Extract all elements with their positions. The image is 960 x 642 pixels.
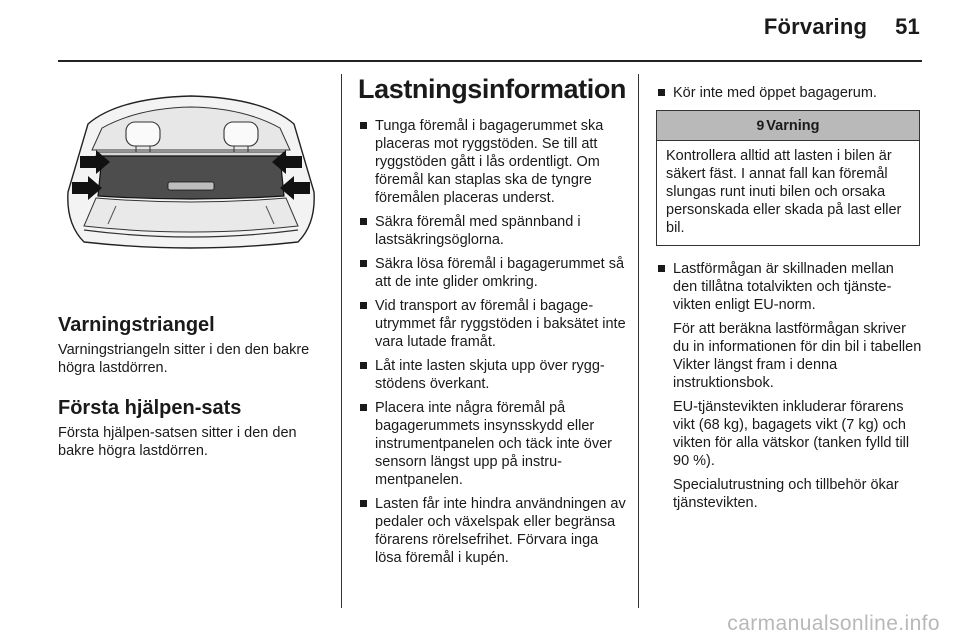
list-item: Kör inte med öppet bagagerum. [656,84,922,102]
header-rule [58,60,922,62]
page-header [764,14,920,40]
right-column [656,84,922,518]
capacity-paragraph: Specialutrustning och tillbehör ökar tjänstevikten. [673,477,899,511]
watermark: carmanualsonline.info [727,612,940,635]
top-bullets [656,84,922,102]
first-aid-heading: Första hjälpen-sats [58,397,242,419]
middle-column [358,74,626,573]
list-item: Lastförmågan är skillnaden mellan den tillåtna totalvikten och tjänstevikten enligt EU-norm. [656,260,922,314]
triangle-text: Varningstriangeln sitter i den den bakre högra lastdörren. [58,342,310,376]
list-item: Tunga föremål i bagagerummet ska placeras mot ryggstöden. Se till att ryggstöden gått i lås ordentligt. Om föremål kan staplas ska de tyngre föremålen placeras underst. [358,117,626,207]
list-item: Låt inte lasten skjuta upp över ryggstödens överkant. [358,357,626,393]
column-divider-right [638,74,639,608]
warning-triangle-icon: 9 [756,117,765,133]
list-item: Säkra lösa föremål i bagagerummet så att de inte glider omkring. [358,255,626,291]
list-item: Lasten får inte hindra användningen av pedaler och växelspak eller begränsa förarens rörelsefrihet. Förvara inga lösa föremål i kupén. [358,495,626,567]
triangle-heading: Varningstriangel [58,314,215,336]
list-item: Säkra föremål med spännband i lastsäkringsöglorna. [358,213,626,249]
list-item: Placera inte några föremål på bagagerummets insynsskydd eller instrumentpanelen och täck inte över sensorn längst upp på instrumentpanelen. [358,399,626,489]
column-divider-left [341,74,342,608]
capacity-paragraph: För att beräkna lastförmågan skriver du in informationen för din bil i tabellen Vikter längst fram i denna instruktionsbok. [673,321,922,391]
cargo-cover-arrows-icon [58,92,324,252]
page-number: 51 [895,14,920,39]
left-column [58,314,330,460]
capacity-bullets [656,260,922,314]
first-aid-text: Första hjälpen-satsen sitter i den den bakre högra lastdörren. [58,425,297,459]
capacity-paragraph: EU-tjänstevikten inkluderar förarens vikt (68 kg), bagagets vikt (7 kg) och vikten för alla vätskor (tanken fylld till 90 %). [673,399,910,469]
warning-title: Varning [766,118,820,134]
loading-info-heading: Lastningsinformation [358,74,626,104]
section-title: Förvaring [763,14,868,39]
warning-text: Kontrollera alltid att lasten i bilen är säkert fäst. I annat fall kan föremål slungas runt inuti bilen och orsaka personskada eller skada på last eller bil. [666,148,902,236]
loading-bullets [358,117,626,567]
list-item: Vid transport av föremål i bagageutrymmet får ryggstöden i baksätet inte vara lutade framåt. [358,297,626,351]
warning-box [656,110,920,246]
warning-header [657,111,919,141]
